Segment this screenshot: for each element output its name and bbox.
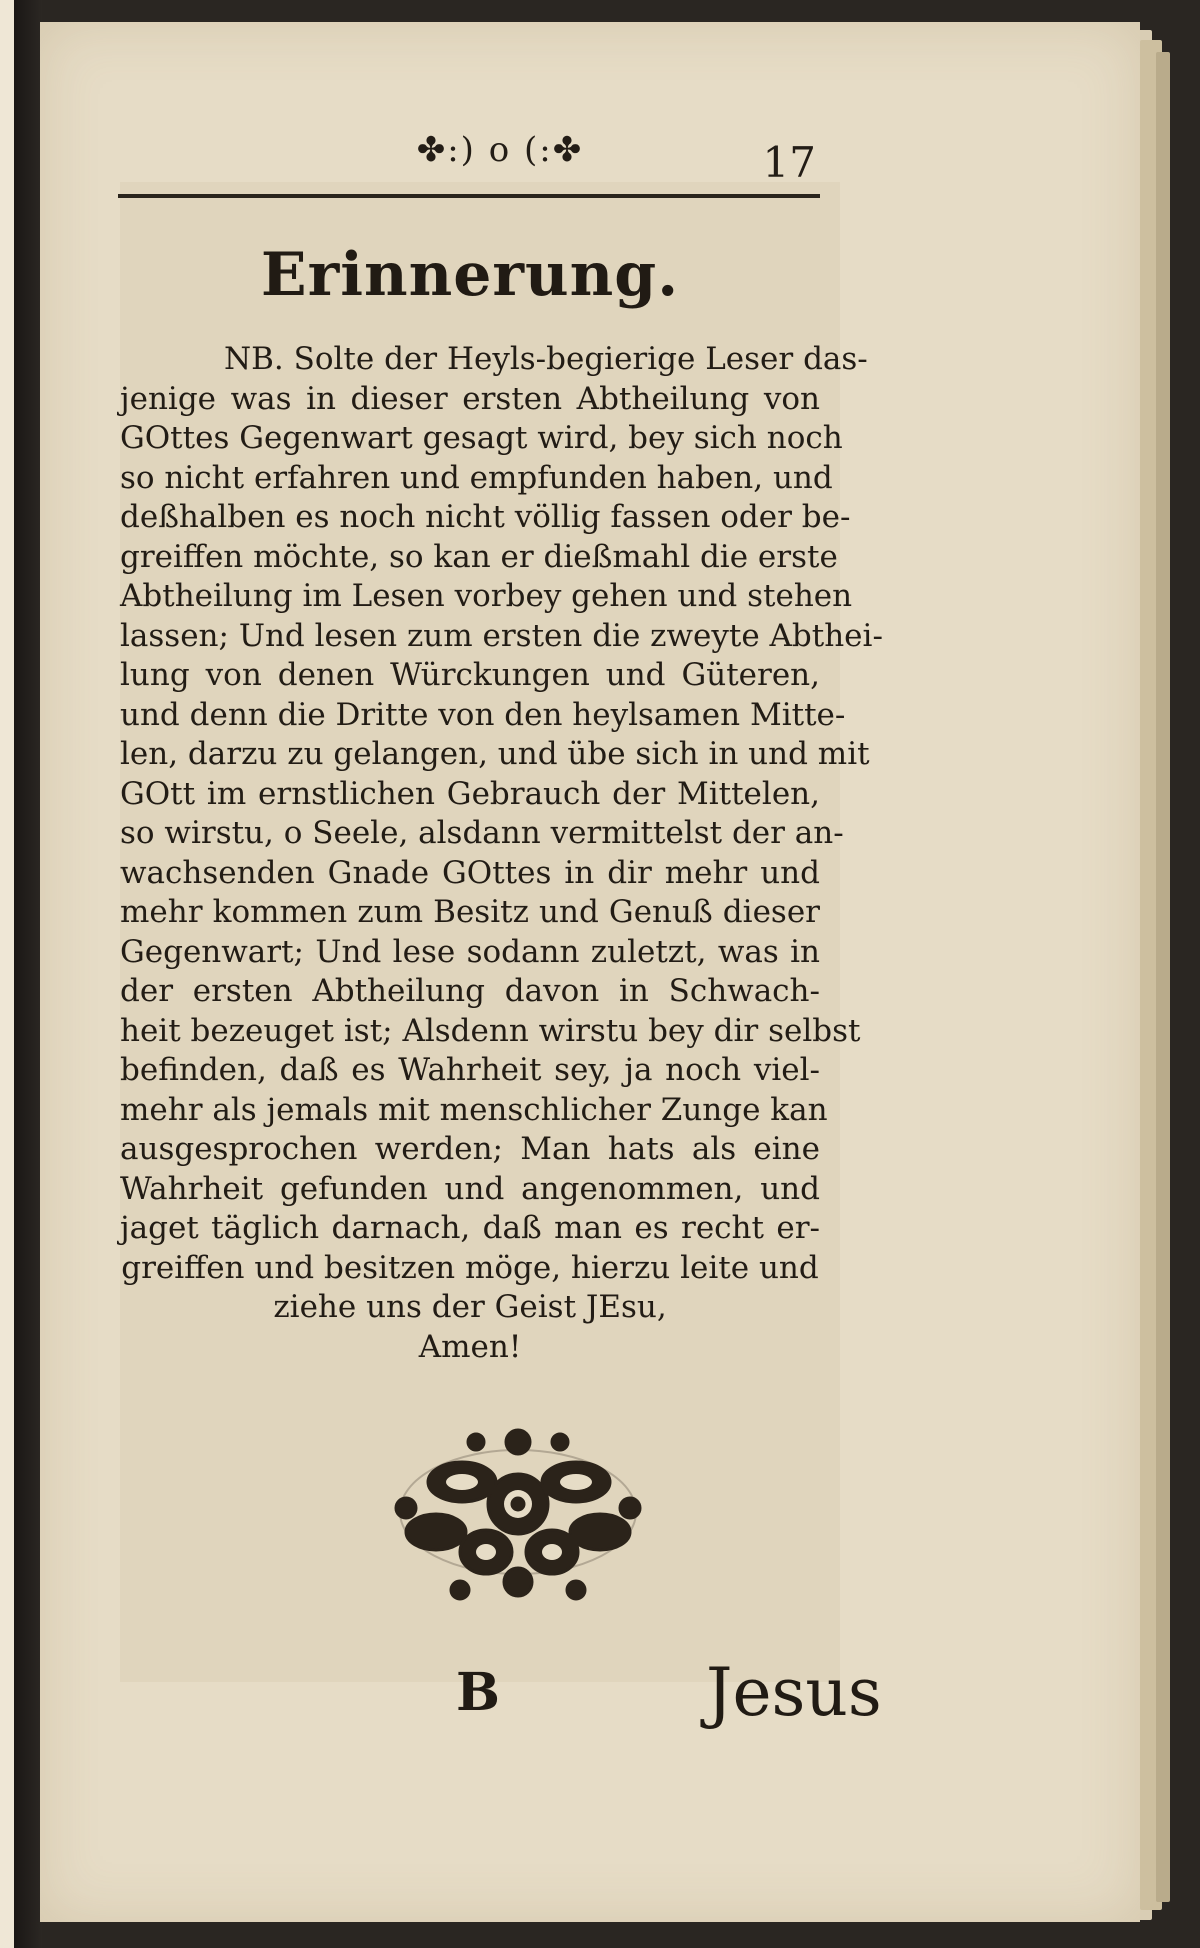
- text-line: ausgesprochen werden; Man hats als eine: [120, 1131, 820, 1167]
- text-line: lung von denen Würckungen und Güteren,: [120, 657, 820, 693]
- text-line: lassen; Und lesen zum ersten die zweyte Abthei-: [120, 617, 883, 654]
- page-title: Erinnerung.: [260, 240, 680, 310]
- text-line: heit bezeuget ist; Alsdenn wirstu bey dir selbst: [120, 1012, 861, 1049]
- floral-tailpiece-icon: [376, 1412, 660, 1612]
- text-line: mehr kommen zum Besitz und Genuß dieser: [120, 894, 820, 930]
- book-page: [40, 22, 1140, 1922]
- text-line: greiffen möchte, so kan er dießmahl die erste: [120, 538, 838, 575]
- text-line: Gegenwart; Und lese sodann zuletzt, was in: [120, 933, 820, 970]
- text-line: deßhalben es noch nicht völlig fassen oder be-: [120, 499, 851, 535]
- page-stack-edge: [1156, 52, 1170, 1902]
- running-header: [120, 130, 820, 194]
- text-line: der ersten Abtheilung davon in Schwach-: [120, 973, 820, 1009]
- text-line: Amen!: [418, 1328, 522, 1365]
- text-line: so wirstu, o Seele, alsdann vermittelst der an-: [120, 815, 844, 851]
- text-line: greiffen und besitzen möge, hierzu leite und: [121, 1249, 819, 1286]
- page-footer: [120, 1654, 882, 1742]
- body-text: [120, 340, 883, 1367]
- text-line: jenige was in dieser ersten Abtheilung von: [120, 380, 820, 417]
- text-line: und denn die Dritte von den heylsamen Mitte-: [120, 696, 846, 733]
- page-number: 17: [762, 138, 816, 187]
- catchword: Jesus: [706, 1654, 882, 1731]
- text-line: Wahrheit gefunden und angenommen, und: [120, 1170, 820, 1207]
- text-line: GOtt im ernstlichen Gebrauch der Mittelen,: [120, 775, 820, 812]
- gutter-shadow: [14, 0, 42, 1948]
- header-rule: [118, 194, 820, 198]
- text-line: len, darzu zu gelangen, und übe sich in und mit: [120, 736, 870, 772]
- text-line: wachsenden Gnade GOttes in dir mehr und: [120, 854, 820, 891]
- header-ornament: ✤:) o (:✤: [416, 130, 584, 170]
- text-line: jaget täglich darnach, daß man es recht er-: [120, 1210, 820, 1246]
- signature-mark: B: [456, 1662, 500, 1723]
- facing-page-edge: [0, 0, 14, 1948]
- text-line: befinden, daß es Wahrheit sey, ja noch viel-: [120, 1052, 820, 1088]
- text-line: GOttes Gegenwart gesagt wird, bey sich noch: [120, 420, 843, 456]
- text-line: mehr als jemals mit menschlicher Zunge kan: [120, 1091, 828, 1128]
- text-line: Abtheilung im Lesen vorbey gehen und stehen: [120, 578, 853, 614]
- text-line: so nicht erfahren und empfunden haben, und: [120, 459, 833, 496]
- text-line: ziehe uns der Geist JEsu,: [273, 1289, 667, 1325]
- text-line: NB. Solte der Heyls-begierige Leser das-: [224, 341, 868, 377]
